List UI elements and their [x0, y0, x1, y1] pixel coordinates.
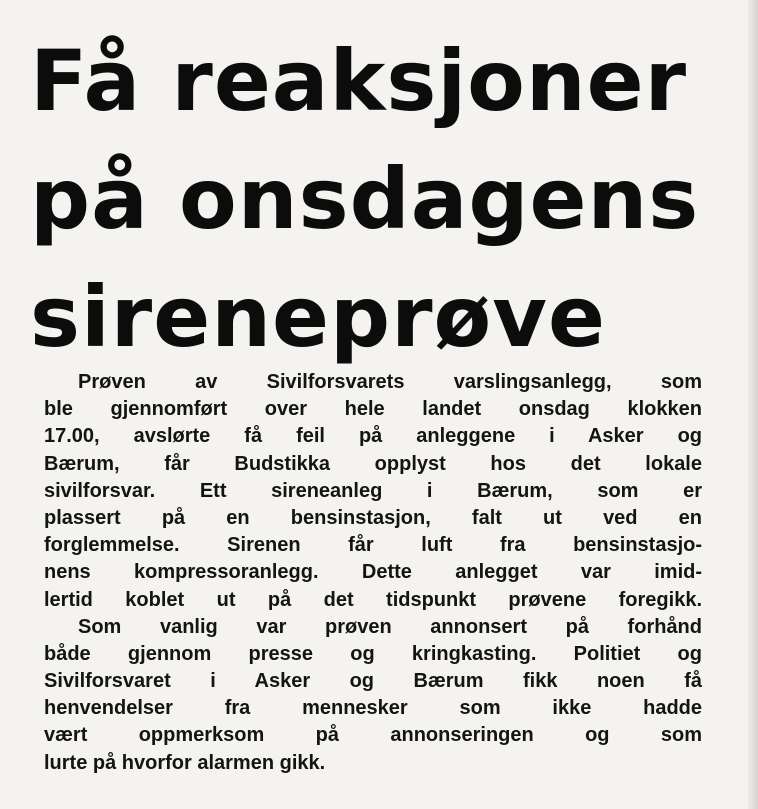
body-line: ble gjennomført over hele landet onsdag klokken: [44, 398, 702, 421]
headline-line: Få reaksjoner: [30, 32, 688, 130]
headline-line: sireneprøve: [30, 268, 606, 366]
body-line: Prøven av Sivilforsvarets varslingsanlegg, som: [78, 371, 702, 393]
headline-line: på onsdagens: [30, 150, 700, 248]
body-line: Bærum, får Budstikka opplyst hos det lokale: [44, 452, 702, 475]
headline: [30, 22, 740, 376]
body-line: sivilforsvar. Ett sireneanleg i Bærum, som er: [44, 479, 702, 502]
body-line: Sivilforsvaret i Asker og Bærum fikk noen få: [44, 670, 702, 693]
body-line: 17.00, avslørte få feil på anleggene i Asker og: [44, 425, 702, 448]
body-line: plassert på en bensinstasjon, falt ut ved en: [44, 506, 702, 529]
body-line: lurte på hvorfor alarmen gikk.: [44, 751, 326, 774]
body-line: vært oppmerksom på annonseringen og som: [44, 724, 702, 747]
body-line: lertid koblet ut på det tidspunkt prøvene foregikk.: [44, 588, 702, 611]
article-body: [44, 369, 702, 777]
body-line: Som vanlig var prøven annonsert på forhånd: [78, 615, 702, 638]
body-line: både gjennom presse og kringkasting. Politiet og: [44, 642, 702, 665]
body-line: forglemmelse. Sirenen får luft fra bensinstasjo-: [44, 534, 702, 557]
body-line: nens kompressoranlegg. Dette anlegget var imid-: [44, 561, 702, 584]
page-edge: [748, 0, 758, 809]
body-line: henvendelser fra mennesker som ikke hadde: [44, 697, 702, 720]
